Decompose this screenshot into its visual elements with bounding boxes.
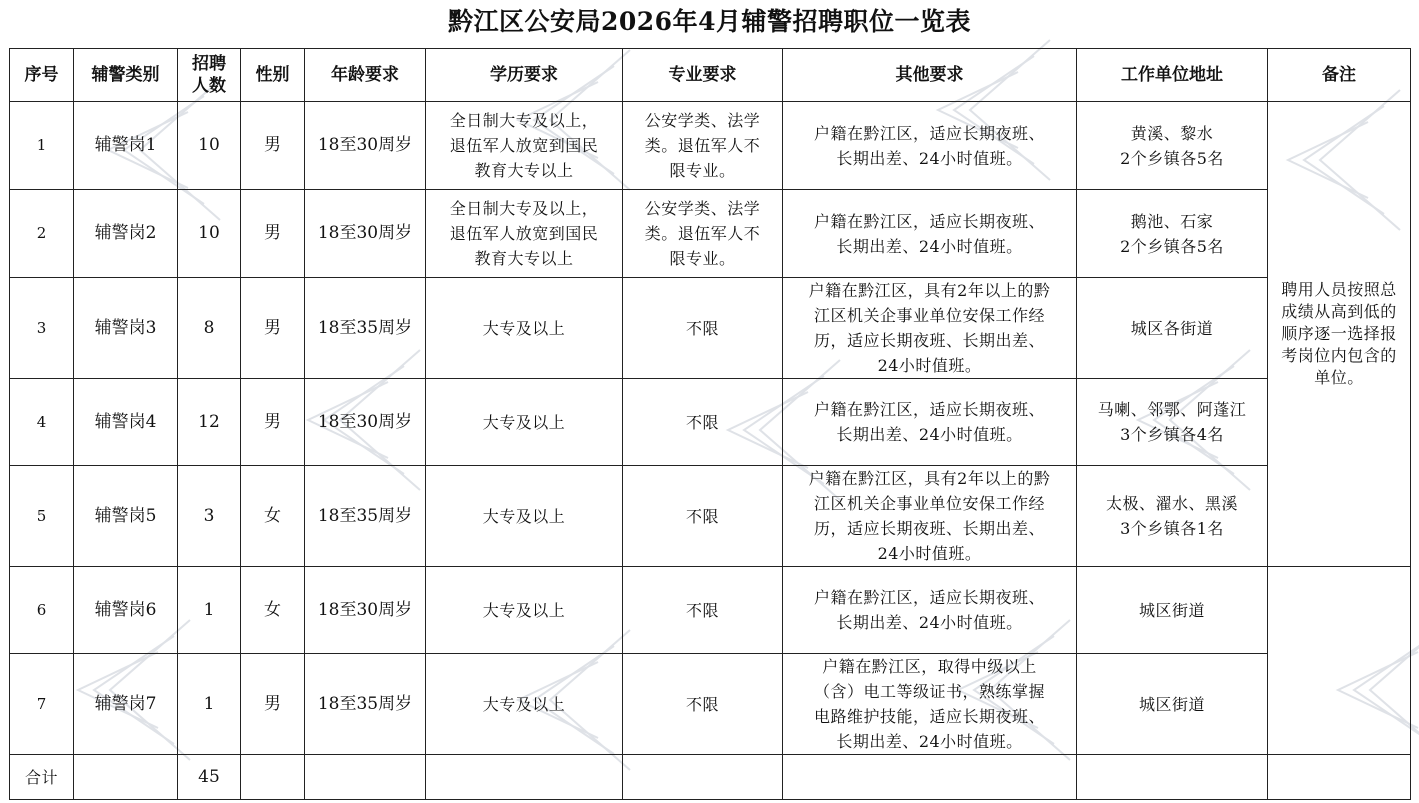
cell-seq: 1 — [10, 102, 74, 190]
cell-age: 18至30周岁 — [305, 567, 426, 654]
cell-other-line: 历，适应长期夜班、长期出差、 — [813, 331, 1045, 350]
header-gender: 性别 — [241, 49, 305, 102]
cell-remark — [1268, 102, 1411, 567]
cell-other — [783, 379, 1077, 466]
cell-address-line: 城区各街道 — [1130, 318, 1214, 338]
cell-address — [1077, 379, 1268, 466]
cell-gender: 男 — [241, 102, 305, 190]
header-address: 工作单位地址 — [1077, 49, 1268, 102]
header-count — [178, 49, 241, 102]
cell-remark-empty — [1268, 567, 1411, 755]
table-row — [10, 379, 1411, 466]
cell-gender: 女 — [241, 567, 305, 654]
cell-count: 8 — [178, 278, 241, 379]
cell-count: 10 — [178, 102, 241, 190]
cell-other-line: 户籍在黔江区，适应长期夜班、 — [813, 211, 1045, 231]
cell-address-line: 马喇、邻鄂、阿蓬江 — [1097, 400, 1247, 419]
cell-education — [426, 654, 623, 755]
cell-education — [426, 190, 623, 278]
header-education: 学历要求 — [426, 49, 623, 102]
cell-remark-line: 单位。 — [1314, 368, 1364, 387]
total-label: 合计 — [10, 755, 74, 800]
cell-education-line: 全日制大专及以上， — [449, 199, 599, 218]
cell-major-line: 不限 — [685, 506, 719, 526]
cell-education — [426, 102, 623, 190]
cell-other-line: 江区机关企事业单位安保工作经 — [813, 306, 1045, 325]
total-empty — [1077, 755, 1268, 800]
cell-age: 18至30周岁 — [305, 102, 426, 190]
total-row — [10, 755, 1411, 800]
cell-major — [623, 379, 783, 466]
cell-major — [623, 102, 783, 190]
cell-category: 辅警岗7 — [74, 654, 178, 755]
cell-major-line: 不限 — [685, 318, 719, 338]
cell-count: 10 — [178, 190, 241, 278]
header-count-line1: 招聘 — [192, 54, 226, 74]
cell-education-line: 退伍军人放宽到国民 — [449, 136, 599, 155]
cell-other-line: 户籍在黔江区，具有2年以上的黔 — [808, 469, 1051, 488]
cell-address-line: 2个乡镇各5名 — [1120, 236, 1224, 256]
cell-other — [783, 654, 1077, 755]
cell-address-line: 城区街道 — [1138, 694, 1205, 714]
cell-category: 辅警岗1 — [74, 102, 178, 190]
page-title: 黔江区公安局2026年4月辅警招聘职位一览表 — [448, 7, 971, 36]
cell-other — [783, 466, 1077, 567]
cell-category: 辅警岗5 — [74, 466, 178, 567]
cell-age: 18至35周岁 — [305, 278, 426, 379]
header-age: 年龄要求 — [305, 49, 426, 102]
header-seq: 序号 — [10, 49, 74, 102]
cell-major — [623, 190, 783, 278]
total-empty — [623, 755, 783, 800]
cell-education-line: 大专及以上 — [482, 318, 566, 338]
cell-education-line: 教育大专以上 — [474, 161, 574, 180]
cell-count: 3 — [178, 466, 241, 567]
cell-address-line: 2个乡镇各5名 — [1120, 148, 1224, 168]
cell-major — [623, 654, 783, 755]
cell-other-line: （含）电工等级证书，熟练掌握 — [813, 682, 1045, 701]
header-category: 辅警类别 — [74, 49, 178, 102]
cell-age: 18至30周岁 — [305, 379, 426, 466]
cell-major-line: 限专业。 — [669, 161, 736, 180]
cell-gender: 男 — [241, 190, 305, 278]
cell-other — [783, 102, 1077, 190]
cell-other-line: 户籍在黔江区，具有2年以上的黔 — [808, 281, 1051, 300]
cell-seq: 2 — [10, 190, 74, 278]
cell-education — [426, 466, 623, 567]
cell-major-line: 不限 — [685, 694, 719, 714]
cell-category: 辅警岗6 — [74, 567, 178, 654]
cell-age: 18至35周岁 — [305, 466, 426, 567]
cell-major — [623, 466, 783, 567]
cell-other-line: 长期出差、24小时值班。 — [836, 148, 1023, 168]
cell-remark-line: 顺序逐一选择报 — [1281, 324, 1397, 343]
table-row — [10, 466, 1411, 567]
total-empty — [1268, 755, 1411, 800]
cell-gender: 男 — [241, 379, 305, 466]
cell-seq: 7 — [10, 654, 74, 755]
cell-education-line: 全日制大专及以上， — [449, 111, 599, 130]
header-other: 其他要求 — [783, 49, 1077, 102]
cell-education-line: 大专及以上 — [482, 506, 566, 526]
cell-other-line: 历，适应长期夜班、长期出差、 — [813, 519, 1045, 538]
cell-major — [623, 567, 783, 654]
cell-count: 1 — [178, 654, 241, 755]
total-empty — [241, 755, 305, 800]
table-row — [10, 567, 1411, 654]
total-empty — [305, 755, 426, 800]
cell-other-line: 长期出差、24小时值班。 — [836, 236, 1023, 256]
cell-other-line: 户籍在黔江区，适应长期夜班、 — [813, 123, 1045, 143]
table-row — [10, 190, 1411, 278]
cell-count: 1 — [178, 567, 241, 654]
cell-remark-line: 聘用人员按照总 — [1281, 280, 1397, 299]
cell-seq: 3 — [10, 278, 74, 379]
cell-other-line: 户籍在黔江区，取得中级以上 — [822, 657, 1037, 676]
cell-major-line: 类。退伍军人不 — [644, 136, 761, 155]
cell-age: 18至30周岁 — [305, 190, 426, 278]
header-remark: 备注 — [1268, 49, 1411, 102]
cell-education-line: 大专及以上 — [482, 694, 566, 714]
cell-other-line: 24小时值班。 — [877, 544, 982, 563]
cell-other-line: 电路维护技能，适应长期夜班、 — [813, 707, 1045, 726]
cell-address — [1077, 278, 1268, 379]
cell-seq: 4 — [10, 379, 74, 466]
cell-education — [426, 278, 623, 379]
cell-other-line: 长期出差、24小时值班。 — [836, 613, 1023, 632]
cell-education-line: 大专及以上 — [482, 412, 566, 432]
total-empty — [74, 755, 178, 800]
cell-category: 辅警岗3 — [74, 278, 178, 379]
cell-education — [426, 567, 623, 654]
cell-major-line: 公安学类、法学 — [644, 199, 761, 218]
cell-count: 12 — [178, 379, 241, 466]
cell-address — [1077, 190, 1268, 278]
cell-major — [623, 278, 783, 379]
cell-other-line: 长期出差、24小时值班。 — [836, 732, 1023, 751]
cell-age: 18至35周岁 — [305, 654, 426, 755]
table-row — [10, 654, 1411, 755]
cell-other-line: 24小时值班。 — [877, 356, 982, 375]
cell-gender: 男 — [241, 278, 305, 379]
cell-major-line: 公安学类、法学 — [644, 111, 761, 130]
cell-remark-line: 考岗位内包含的 — [1281, 346, 1397, 365]
cell-address — [1077, 102, 1268, 190]
cell-address-line: 鹅池、石家 — [1130, 211, 1214, 231]
total-count: 45 — [178, 755, 241, 800]
cell-gender: 男 — [241, 654, 305, 755]
cell-address-line: 3个乡镇各4名 — [1120, 425, 1224, 444]
cell-major-line: 不限 — [685, 600, 719, 620]
header-row — [10, 49, 1411, 102]
cell-address — [1077, 466, 1268, 567]
cell-education-line: 退伍军人放宽到国民 — [449, 224, 599, 243]
cell-education-line: 教育大专以上 — [474, 249, 574, 268]
cell-major-line: 类。退伍军人不 — [644, 224, 761, 243]
cell-category: 辅警岗4 — [74, 379, 178, 466]
table-row — [10, 102, 1411, 190]
cell-address-line: 城区街道 — [1138, 600, 1205, 620]
recruitment-table — [9, 48, 1411, 800]
cell-address-line: 太极、濯水、黑溪 — [1105, 494, 1238, 513]
total-empty — [426, 755, 623, 800]
cell-seq: 5 — [10, 466, 74, 567]
cell-other-line: 长期出差、24小时值班。 — [836, 425, 1023, 444]
cell-major-line: 不限 — [685, 412, 719, 432]
cell-other-line: 户籍在黔江区，适应长期夜班、 — [813, 588, 1045, 607]
header-count-line2: 人数 — [192, 76, 226, 96]
cell-other-line: 江区机关企事业单位安保工作经 — [813, 494, 1045, 513]
header-major: 专业要求 — [623, 49, 783, 102]
cell-education — [426, 379, 623, 466]
cell-remark-line: 成绩从高到低的 — [1281, 302, 1397, 321]
total-empty — [783, 755, 1077, 800]
cell-major-line: 限专业。 — [669, 249, 736, 268]
cell-address-line: 3个乡镇各1名 — [1120, 519, 1224, 538]
cell-other — [783, 278, 1077, 379]
cell-category: 辅警岗2 — [74, 190, 178, 278]
cell-seq: 6 — [10, 567, 74, 654]
cell-address — [1077, 567, 1268, 654]
cell-other-line: 户籍在黔江区，适应长期夜班、 — [813, 400, 1045, 419]
cell-other — [783, 190, 1077, 278]
table-row — [10, 278, 1411, 379]
cell-education-line: 大专及以上 — [482, 600, 566, 620]
cell-gender: 女 — [241, 466, 305, 567]
cell-address-line: 黄溪、黎水 — [1130, 123, 1214, 143]
cell-address — [1077, 654, 1268, 755]
cell-other — [783, 567, 1077, 654]
